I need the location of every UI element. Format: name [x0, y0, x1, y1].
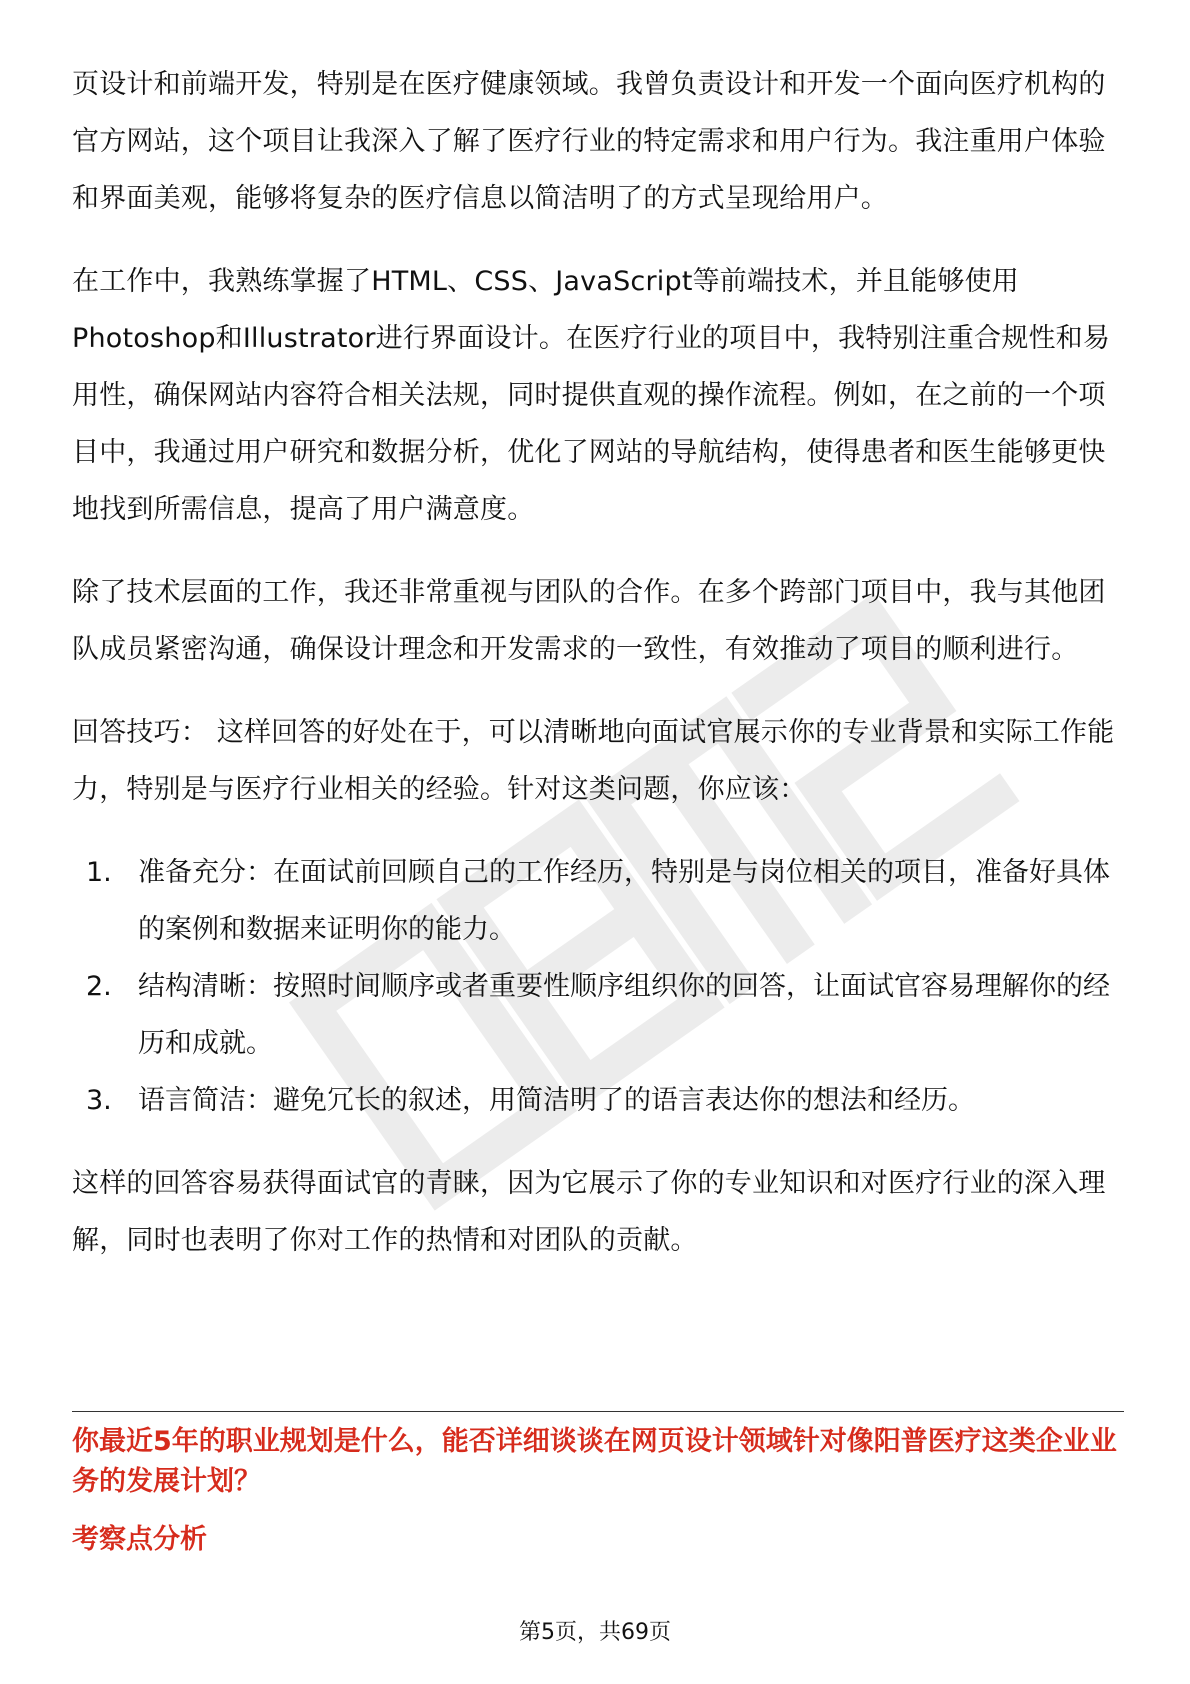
paragraph-answer-tips: 回答技巧： 这样回答的好处在于，可以清晰地向面试官展示你的专业背景和实际工作能力，特别是与医疗行业相关的经验。针对这类问题，你应该：	[72, 717, 1115, 805]
list-item	[72, 958, 1132, 1072]
paragraph-closing: 这样的回答容易获得面试官的青睐，因为它展示了你的专业知识和对医疗行业的深入理解，同时也表明了你对工作的热情和对团队的贡献。	[72, 1168, 1106, 1256]
paragraph-teamwork: 除了技术层面的工作，我还非常重视与团队的合作。在多个跨部门项目中，我与其他团队成员紧密沟通，确保设计理念和开发需求的一致性，有效推动了项目的顺利进行。	[72, 577, 1106, 665]
list-text: 准备充分：在面试前回顾自己的工作经历，特别是与岗位相关的项目，准备好具体的案例和数据来证明你的能力。	[138, 857, 1110, 945]
tips-list	[72, 844, 1132, 1129]
paragraph-skills: 在工作中，我熟练掌握了HTML、CSS、JavaScript等前端技术，并且能够使用Photoshop和Illustrator进行界面设计。在医疗行业的项目中，我特别注重合规性和易用性，确保网站内容符合相关法规，同时提供直观的操作流程。例如，在之前的一个项目中，我通过用户研究和数据分析，优化了网站的导航结构，使得患者和医生能够更快地找到所需信息，提高了用户满意度。	[72, 266, 1111, 525]
next-question-heading: 你最近5年的职业规划是什么，能否详细谈谈在网页设计领域针对像阳普医疗这类企业业务的发展计划？	[72, 1426, 1117, 1497]
analysis-subheading: 考察点分析	[72, 1524, 207, 1555]
list-item	[72, 1072, 1132, 1129]
list-item	[72, 844, 1132, 958]
list-text: 语言简洁：避免冗长的叙述，用简洁明了的语言表达你的想法和经历。	[138, 1085, 975, 1116]
page-footer: 第5页，共69页	[519, 1620, 671, 1645]
list-text: 结构清晰：按照时间顺序或者重要性顺序组织你的回答，让面试官容易理解你的经历和成就。	[138, 971, 1110, 1059]
list-number: 2.	[86, 971, 112, 1002]
list-number: 3.	[86, 1085, 112, 1116]
list-number: 1.	[86, 857, 112, 888]
document-body	[72, 56, 1132, 1269]
section-divider	[72, 1411, 1124, 1412]
paragraph-intro: 页设计和前端开发，特别是在医疗健康领域。我曾负责设计和开发一个面向医疗机构的官方网站，这个项目让我深入了解了医疗行业的特定需求和用户行为。我注重用户体验和界面美观，能够将复杂的医疗信息以简洁明了的方式呈现给用户。	[72, 69, 1106, 214]
